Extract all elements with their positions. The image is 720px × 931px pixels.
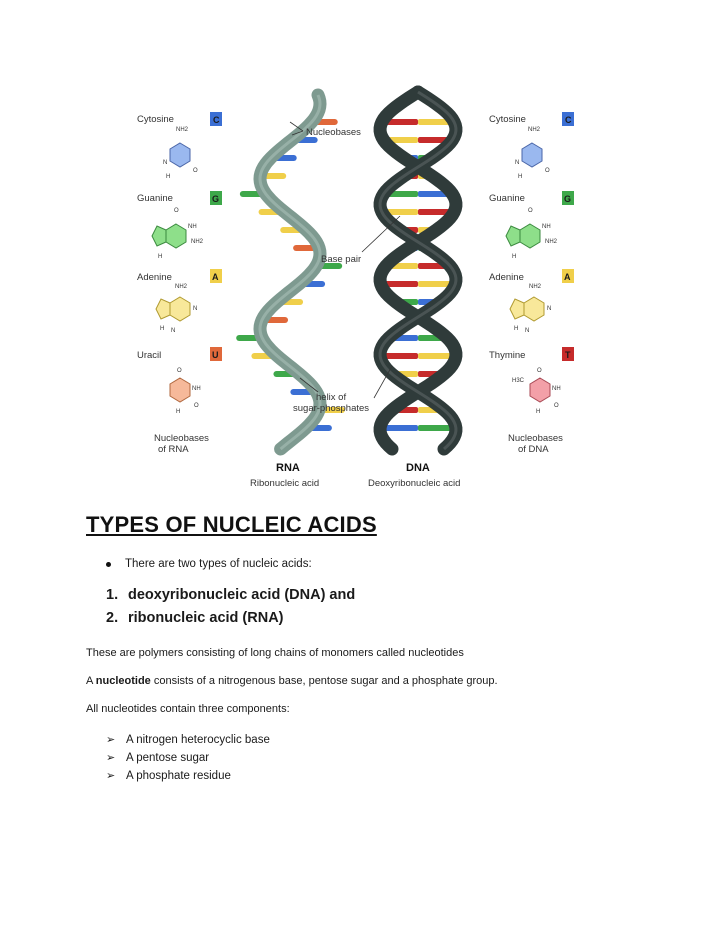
rna-title: RNA	[276, 462, 300, 474]
list-item	[106, 731, 686, 749]
document-body	[86, 512, 686, 785]
list-number: 2.	[106, 610, 119, 626]
svg-text:O: O	[545, 168, 550, 174]
right-molecules	[506, 127, 561, 415]
left-adenine-letter: A	[212, 272, 219, 282]
svg-text:NH: NH	[542, 224, 551, 230]
list-item	[106, 767, 686, 785]
svg-text:NH: NH	[188, 224, 197, 230]
right-thymine-label: Thymine	[489, 350, 526, 361]
svg-text:NH2: NH2	[528, 127, 541, 133]
list-number: 1.	[106, 587, 119, 603]
components-list	[106, 731, 686, 785]
svg-text:NH2: NH2	[529, 284, 542, 290]
right-cytosine-molecule	[515, 127, 550, 180]
svg-text:NH: NH	[192, 386, 201, 392]
svg-text:H: H	[514, 326, 519, 332]
arrow-bullet-icon: ➢	[106, 752, 116, 764]
svg-text:N: N	[525, 328, 530, 334]
left-adenine-label: Adenine	[137, 272, 172, 283]
polymers-paragraph: These are polymers consisting of long chains of monomers called nucleotides	[86, 647, 464, 659]
right-caption-line2: of DNA	[518, 444, 549, 455]
arrow-bullet-icon: ➢	[106, 770, 116, 782]
rna-subtitle: Ribonucleic acid	[250, 478, 320, 489]
svg-text:NH2: NH2	[191, 239, 204, 245]
component-text: A phosphate residue	[126, 770, 231, 782]
base-pair-callout: Base pair	[321, 254, 362, 265]
svg-text:H3C: H3C	[512, 378, 525, 384]
svg-text:O: O	[194, 403, 199, 409]
left-uracil-molecule	[170, 368, 201, 415]
svg-text:O: O	[537, 368, 542, 374]
right-adenine-label: Adenine	[489, 272, 524, 283]
svg-text:NH2: NH2	[176, 127, 189, 133]
svg-text:N: N	[193, 306, 198, 312]
list-text: deoxyribonucleic acid (DNA) and	[128, 587, 356, 603]
left-cytosine-label: Cytosine	[137, 114, 174, 125]
dna-subtitle: Deoxyribonucleic acid	[368, 478, 461, 489]
svg-text:O: O	[174, 208, 179, 214]
left-cytosine-molecule	[163, 127, 198, 180]
left-uracil-label: Uracil	[137, 350, 162, 361]
nucleotide-paragraph	[86, 673, 686, 689]
intro-bullet	[106, 558, 686, 570]
list-item	[106, 749, 686, 767]
svg-text:H: H	[536, 409, 541, 415]
helix-callout-line2: sugar-phosphates	[293, 403, 370, 414]
right-adenine-molecule	[510, 284, 551, 334]
svg-text:H: H	[518, 174, 523, 180]
right-thymine-molecule	[512, 368, 561, 415]
nucleobases-callout: Nucleobases	[306, 127, 361, 138]
intro-text: There are two types of nucleic acids:	[125, 558, 312, 570]
svg-text:NH2: NH2	[175, 284, 188, 290]
left-guanine-letter: G	[212, 194, 220, 204]
list-item	[106, 584, 686, 607]
svg-text:H: H	[160, 326, 165, 332]
svg-text:H: H	[176, 409, 181, 415]
nucleic-acid-types-list	[106, 584, 686, 630]
svg-text:NH: NH	[552, 386, 561, 392]
left-caption-line1: Nucleobases	[154, 433, 209, 444]
svg-text:H: H	[512, 254, 517, 260]
components-intro: All nucleotides contain three components:	[86, 703, 290, 715]
component-text: A nitrogen heterocyclic base	[126, 734, 270, 746]
component-text: A pentose sugar	[126, 752, 210, 764]
left-cytosine-letter: C	[213, 115, 220, 125]
page-title: TYPES OF NUCLEIC ACIDS	[86, 512, 377, 537]
svg-text:N: N	[547, 306, 552, 312]
svg-text:H: H	[166, 174, 171, 180]
list-item	[106, 607, 686, 630]
rna-base-rungs	[236, 119, 345, 431]
right-adenine-letter: A	[564, 272, 571, 282]
arrow-bullet-icon: ➢	[106, 734, 116, 746]
svg-text:O: O	[554, 403, 559, 409]
right-guanine-letter: G	[564, 194, 572, 204]
bullet-dot-icon	[106, 562, 111, 567]
right-cytosine-letter: C	[565, 115, 572, 125]
nucleotide-prefix: A	[86, 675, 96, 687]
svg-text:O: O	[528, 208, 533, 214]
left-guanine-label: Guanine	[137, 193, 173, 204]
helix-callout-line1: helix of	[316, 392, 347, 403]
right-guanine-label: Guanine	[489, 193, 525, 204]
svg-text:N: N	[515, 160, 520, 166]
dna-title: DNA	[406, 462, 430, 474]
nucleotide-term: nucleotide	[95, 675, 151, 687]
right-thymine-letter: T	[565, 350, 571, 360]
left-caption-line2: of RNA	[158, 444, 189, 455]
nucleotide-definition: consists of a nitrogenous base, pentose sugar and a phosphate group.	[150, 675, 498, 687]
right-guanine-molecule	[506, 208, 558, 260]
left-uracil-letter: U	[212, 350, 219, 360]
right-cytosine-label: Cytosine	[489, 114, 526, 125]
list-text: ribonucleic acid (RNA)	[128, 610, 284, 626]
svg-text:O: O	[177, 368, 182, 374]
svg-text:H: H	[158, 254, 163, 260]
svg-text:N: N	[171, 328, 176, 334]
left-guanine-molecule	[152, 208, 204, 260]
left-molecules	[152, 127, 204, 415]
svg-text:O: O	[193, 168, 198, 174]
left-adenine-molecule	[156, 284, 197, 334]
svg-text:NH2: NH2	[545, 239, 558, 245]
helix-backbones	[260, 92, 456, 449]
svg-text:N: N	[163, 160, 168, 166]
right-caption-line1: Nucleobases	[508, 433, 563, 444]
